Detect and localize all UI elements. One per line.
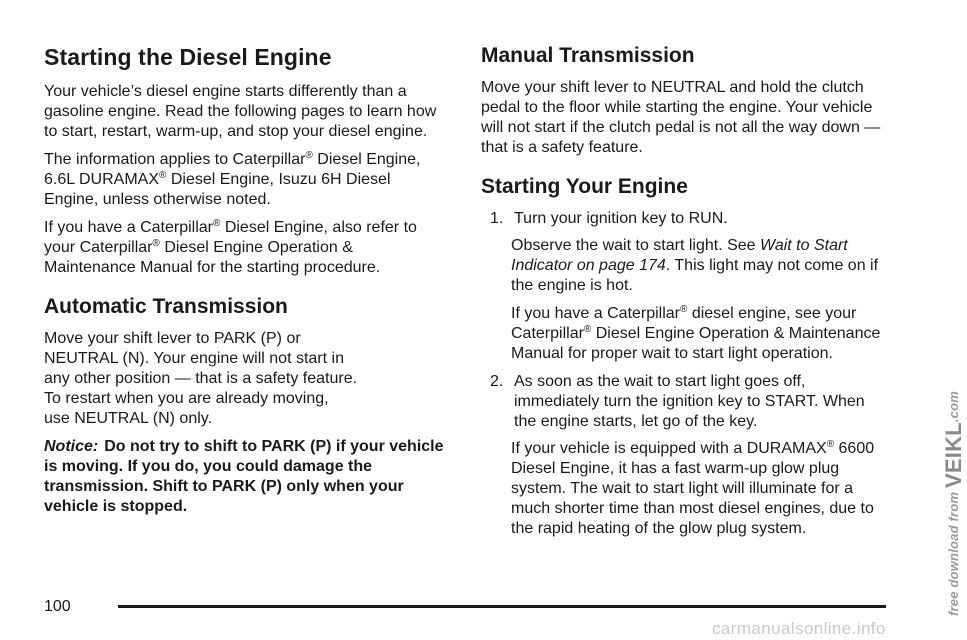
right-column	[481, 44, 881, 547]
notice-label: Notice:	[44, 438, 99, 455]
notice-text: Do not try to shift to PARK (P) if your vehicle is moving. If you do, you could damage the transmission. Shift to PARK (P) only when your vehicle is stopped.	[44, 438, 444, 515]
page-title: Starting the Diesel Engine	[44, 44, 332, 70]
applies-text-c: Diesel Engine, Isuzu 6H Diesel Engine, unless otherwise noted.	[44, 171, 391, 208]
step2-text-b: 6600 Diesel Engine, it has a fast warm-up glow plug system. The wait to start light will illuminate for a much shorter time than most diesel engines, due to the rapid heating of the glow plug system.	[511, 440, 875, 537]
step1-caterpillar-paragraph	[511, 304, 881, 364]
steps-list	[481, 209, 881, 539]
watermark-prefix: free download from	[946, 491, 961, 616]
step-number: 2.	[490, 373, 504, 390]
caterpillar-paragraph	[44, 218, 444, 278]
registered-mark: ®	[305, 150, 313, 161]
applies-text-a: The information applies to Caterpillar	[44, 151, 306, 168]
list-item	[481, 372, 881, 539]
step1-wait-text-a: Observe the wait to start light. See	[511, 237, 761, 254]
step1-cat-text-a: If you have a Caterpillar	[511, 305, 680, 322]
intro-paragraph: Your vehicle’s diesel engine starts differently than a gasoline engine. Read the following pages to learn how to start, restart, warm-up, and stop your diesel engine.	[44, 83, 437, 140]
step2-text-a: If your vehicle is equipped with a DURAMAX	[511, 440, 827, 457]
wait-to-start-link[interactable]: Wait to Start Indicator on page 174	[511, 237, 848, 274]
registered-mark: ®	[159, 170, 167, 181]
registered-mark: ®	[152, 238, 160, 249]
notice-paragraph	[44, 437, 444, 517]
auto-line: To restart when you are already moving,	[44, 390, 329, 407]
step1-wait-paragraph	[511, 236, 881, 296]
automatic-transmission-heading: Automatic Transmission	[44, 295, 288, 318]
starting-your-engine-heading: Starting Your Engine	[481, 175, 688, 198]
auto-line: Move your shift lever to PARK (P) or	[44, 330, 301, 347]
applies-paragraph	[44, 150, 444, 210]
step-text: Turn your ignition key to RUN.	[514, 210, 728, 227]
watermark-suffix: .com	[946, 391, 961, 423]
step-number: 1.	[490, 210, 504, 227]
cat-text-b: Diesel Engine, also refer to your Caterpillar	[44, 219, 417, 256]
bottom-watermark: carmanualsonline.info	[712, 619, 886, 638]
step-text: As soon as the wait to start light goes off, immediately turn the ignition key to START. When the engine starts, let go of the key.	[514, 373, 865, 430]
footer-rule	[118, 605, 886, 608]
registered-mark: ®	[679, 304, 688, 315]
cat-text-a: If you have a Caterpillar	[44, 219, 213, 236]
side-watermark	[941, 391, 967, 616]
registered-mark: ®	[212, 218, 221, 229]
list-item	[481, 209, 881, 364]
step2-duramax-paragraph	[511, 439, 881, 539]
registered-mark: ®	[583, 324, 592, 335]
automatic-transmission-paragraph	[44, 329, 444, 429]
auto-line: NEUTRAL (N). Your engine will not start in	[44, 350, 344, 367]
applies-text-b: Diesel Engine, 6.6L DURAMAX	[44, 151, 421, 188]
page-number: 100	[44, 598, 71, 615]
step1-wait-text-b: . This light may not come on if the engine is hot.	[511, 257, 879, 294]
watermark-brand: VEIKL	[941, 422, 966, 488]
step1-cat-text-c: Diesel Engine Operation & Maintenance Manual for proper wait to start light operation.	[511, 325, 881, 362]
registered-mark: ®	[826, 439, 835, 450]
left-column	[44, 44, 444, 525]
cat-text-c: Diesel Engine Operation & Maintenance Manual for the starting procedure.	[44, 239, 381, 276]
step1-cat-text-b: diesel engine, see your Caterpillar	[511, 305, 857, 342]
auto-line: use NEUTRAL (N) only.	[44, 410, 213, 427]
auto-line: any other position — that is a safety feature.	[44, 370, 358, 387]
manual-transmission-heading: Manual Transmission	[481, 44, 695, 67]
manual-transmission-paragraph: Move your shift lever to NEUTRAL and hold the clutch pedal to the floor while starting the engine. Your vehicle will not start if the clutch pedal is not all the way down — that is a safety feature.	[481, 79, 881, 156]
